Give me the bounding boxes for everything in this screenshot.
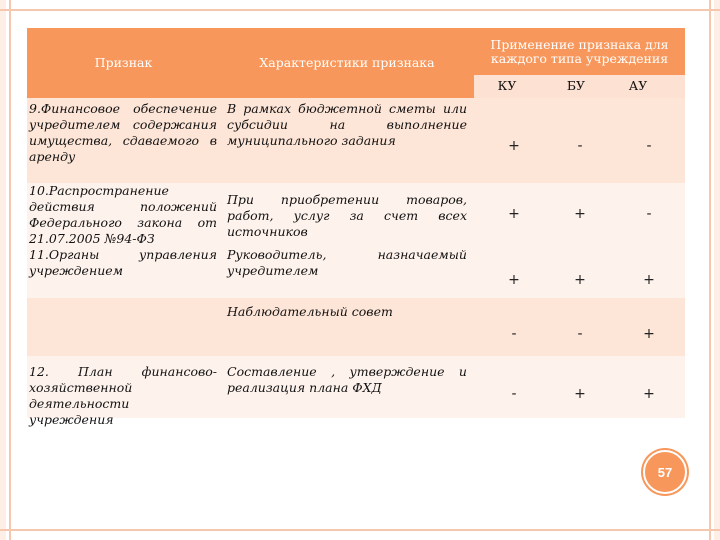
header-type-bu: БУ	[566, 78, 586, 93]
header-type-au: АУ	[628, 78, 648, 93]
feature-table	[27, 28, 685, 427]
header-feature: Признак	[27, 28, 220, 98]
frame-right-line	[709, 0, 711, 540]
frame-top-line	[0, 9, 720, 11]
right-edge-bar	[714, 0, 720, 540]
row-11b-bu-mark: -	[577, 326, 583, 342]
page-number: 57	[657, 464, 673, 480]
row-9-au-mark: -	[646, 138, 652, 154]
frame-bottom-line	[0, 529, 720, 531]
row-11-au-mark: +	[643, 272, 655, 288]
table-row-10-characteristic: При приобретении товаров, работ, услуг за счет всех источников	[227, 192, 467, 239]
table-row-9-characteristic: В рамках бюджетной сметы или субсидии на выполнение муниципального задания	[227, 101, 467, 148]
row-12-bu-mark: +	[574, 386, 586, 402]
row-10-ku-mark: +	[508, 206, 520, 222]
row-10-au-mark: -	[646, 206, 652, 222]
row-12-au-mark: +	[643, 386, 655, 402]
row-11-bu-mark: +	[574, 272, 586, 288]
row-10-bu-mark: +	[574, 206, 586, 222]
page-number-badge	[643, 450, 687, 494]
table-row-11-characteristic: Руководитель, назначаемый учредителем	[227, 247, 467, 278]
header-characteristics: Характеристики признака	[220, 28, 474, 98]
table-row-12-characteristic: Составление , утверждение и реализация плана ФХД	[227, 364, 467, 395]
table-row-11-feature: 11.Органы управления учреждением	[29, 247, 217, 278]
header-type-ku: КУ	[497, 78, 517, 93]
row-9-ku-mark: +	[508, 138, 520, 154]
frame-left-line	[9, 0, 11, 540]
table-row-9-feature: 9.Финансовое обеспечение учредителем содержания имущества, сдаваемого в аренду	[29, 101, 217, 164]
row-11-ku-mark: +	[508, 272, 520, 288]
table-row-11b-characteristic: Наблюдательный совет	[227, 304, 393, 319]
table-row-12-feature: 12. План финансово- хозяйственной деятельности учреждения	[29, 364, 217, 427]
row-9-bu-mark: -	[577, 138, 583, 154]
row-11b-au-mark: +	[643, 326, 655, 342]
table-row-10-feature: 10.Распространение действия положений Федерального закона от 21.07.2005 №94-ФЗ	[29, 183, 217, 246]
left-edge-bar	[0, 0, 6, 540]
row-11b-ku-mark: -	[511, 326, 517, 342]
header-application: Применение признака для каждого типа учреждения	[474, 28, 685, 75]
row-12-ku-mark: -	[511, 386, 517, 402]
